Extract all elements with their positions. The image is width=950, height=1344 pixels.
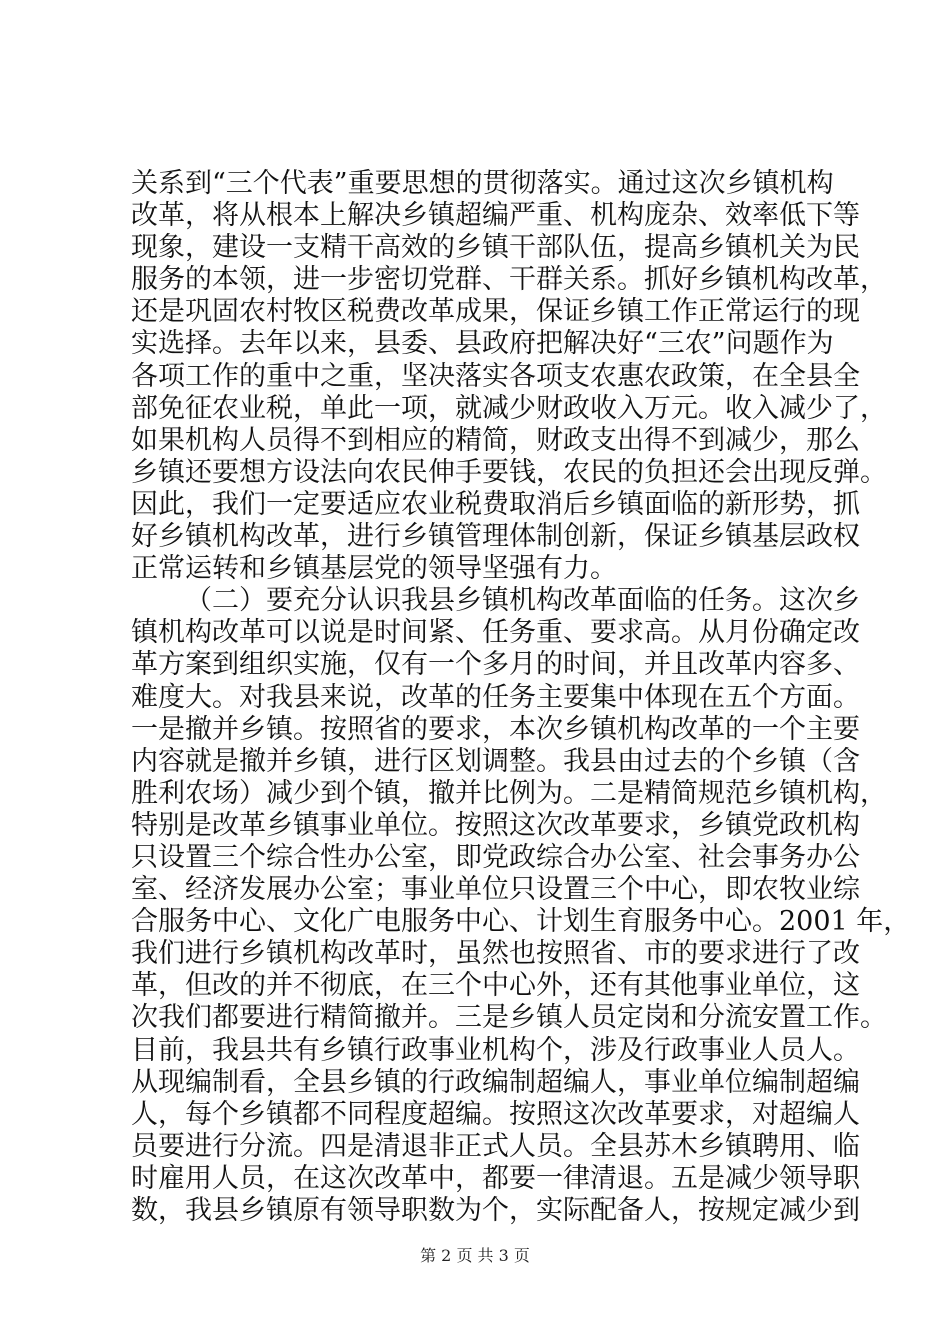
text-line: 室、经济发展办公室；事业单位只设置三个中心，即农牧业综 (131, 874, 860, 906)
text-line: 一是撤并乡镇。按照省的要求，本次乡镇机构改革的一个主要 (131, 713, 860, 745)
text-line: 难度大。对我县来说，改革的任务主要集中体现在五个方面。 (131, 681, 860, 713)
text-line: 乡镇还要想方设法向农民伸手要钱，农民的负担还会出现反弹。 (131, 456, 887, 488)
text-line: 合服务中心、文化广电服务中心、计划生育服务中心。2001 年， (131, 906, 911, 938)
text-line: 好乡镇机构改革，进行乡镇管理体制创新，保证乡镇基层政权 (131, 521, 860, 553)
text-line: 我们进行乡镇机构改革时，虽然也按照省、市的要求进行了改 (131, 938, 860, 970)
page-footer (0, 1246, 950, 1266)
text-line: 胜利农场）减少到个镇，撤并比例为。二是精简规范乡镇机构， (131, 777, 887, 809)
text-line: 正常运转和乡镇基层党的领导坚强有力。 (131, 553, 617, 585)
text-line: 如果机构人员得不到相应的精简，财政支出得不到减少，那么 (131, 424, 860, 456)
text-line: 数，我县乡镇原有领导职数为个，实际配备人，按规定减少到 (131, 1195, 860, 1226)
text-line: 服务的本领，进一步密切党群、干群关系。抓好乡镇机构改革， (131, 264, 887, 296)
text-line: 现象，建设一支精干高效的乡镇干部队伍，提高乡镇机关为民 (131, 232, 860, 264)
text-line: 革，但改的并不彻底，在三个中心外，还有其他事业单位，这 (131, 970, 860, 1002)
text-line: （二）要充分认识我县乡镇机构改革面临的任务。这次乡 (185, 585, 860, 617)
body-text (131, 168, 911, 1227)
text-line: 部免征农业税，单此一项，就减少财政收入万元。收入减少了， (131, 392, 887, 424)
text-line: 内容就是撤并乡镇，进行区划调整。我县由过去的个乡镇（含 (131, 745, 860, 777)
text-line: 还是巩固农村牧区税费改革成果，保证乡镇工作正常运行的现 (131, 296, 860, 328)
text-line: 镇机构改革可以说是时间紧、任务重、要求高。从月份确定改 (131, 617, 860, 649)
text-line: 人，每个乡镇都不同程度超编。按照这次改革要求，对超编人 (131, 1098, 860, 1130)
text-line: 特别是改革乡镇事业单位。按照这次改革要求，乡镇党政机构 (131, 809, 860, 841)
text-line: 因此，我们一定要适应农业税费取消后乡镇面临的新形势，抓 (131, 488, 860, 520)
text-line: 只设置三个综合性办公室，即党政综合办公室、社会事务办公 (131, 841, 860, 873)
text-line: 次我们都要进行精简撤并。三是乡镇人员定岗和分流安置工作。 (131, 1002, 887, 1034)
text-line: 关系到“三个代表”重要思想的贯彻落实。通过这次乡镇机构 (131, 168, 834, 199)
text-line: 时雇用人员，在这次改革中，都要一律清退。五是减少领导职 (131, 1162, 860, 1194)
text-line: 实选择。去年以来，县委、县政府把解决好“三农”问题作为 (131, 328, 834, 360)
text-line: 各项工作的重中之重，坚决落实各项支农惠农政策，在全县全 (131, 360, 860, 392)
text-line: 革方案到组织实施，仅有一个多月的时间，并且改革内容多、 (131, 649, 860, 681)
text-line: 员要进行分流。四是清退非正式人员。全县苏木乡镇聘用、临 (131, 1130, 860, 1162)
page-number: 第 2 页 共 3 页 (420, 1246, 530, 1265)
text-line: 从现编制看，全县乡镇的行政编制超编人，事业单位编制超编 (131, 1066, 860, 1098)
text-line: 改革，将从根本上解决乡镇超编严重、机构庞杂、效率低下等 (131, 200, 860, 232)
text-line: 目前，我县共有乡镇行政事业机构个，涉及行政事业人员人。 (131, 1034, 860, 1066)
